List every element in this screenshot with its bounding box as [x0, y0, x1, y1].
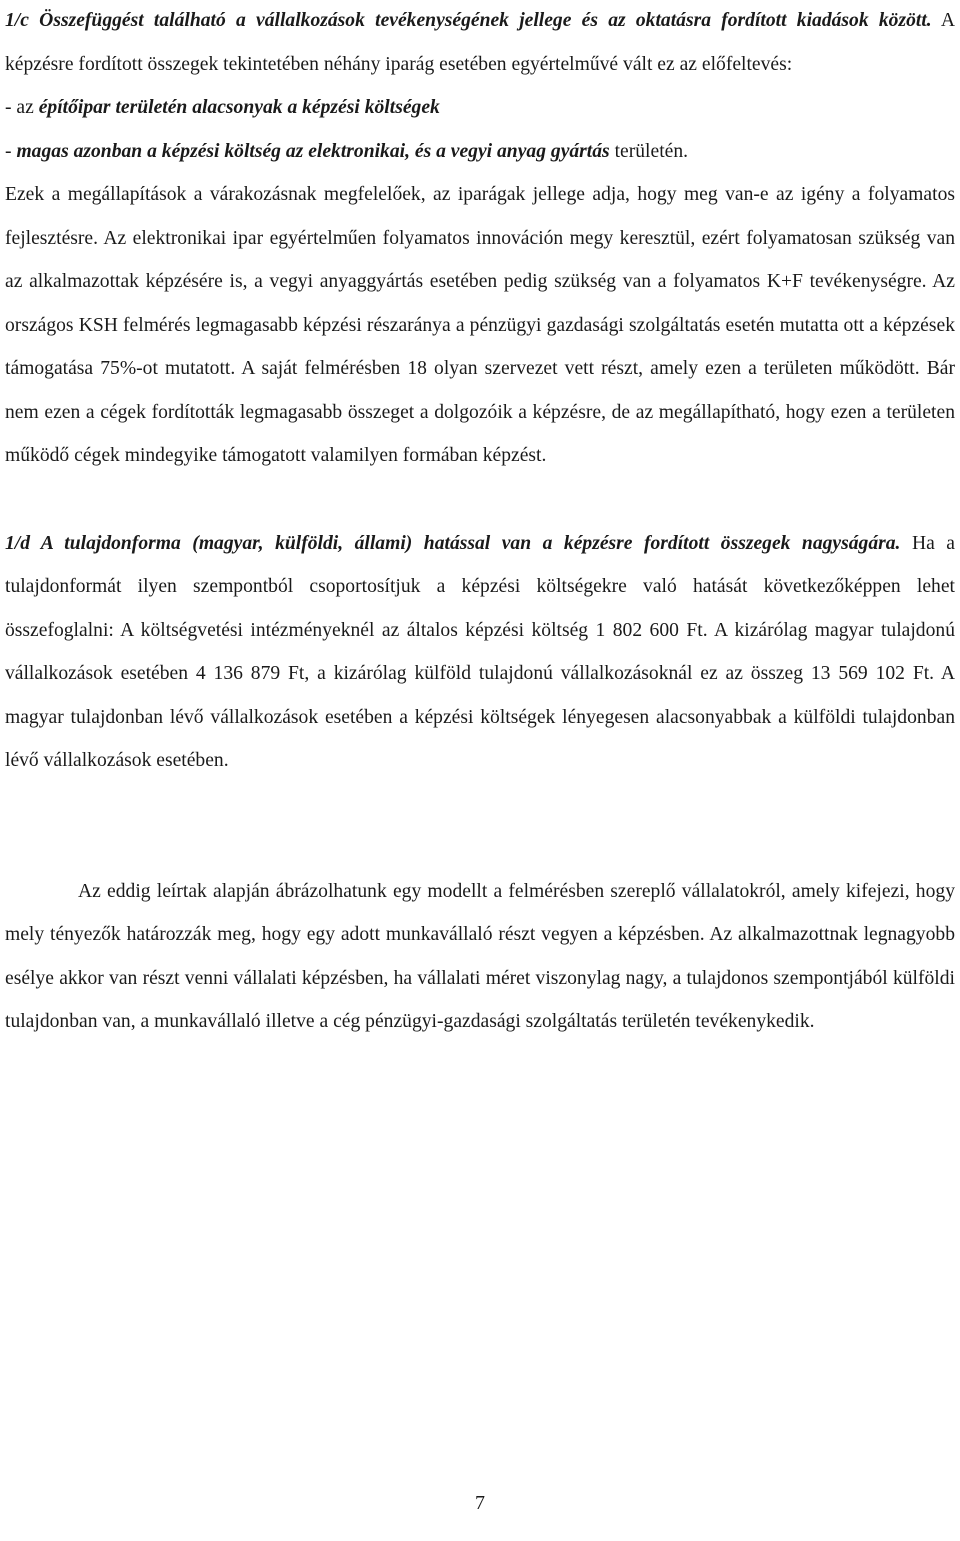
section-1c-intro-paragraph	[5, 0, 955, 86]
section-1d-heading: 1/d A tulajdonforma (magyar, külföldi, állami) hatással van a képzésre fordított összegek nagyságára.	[5, 532, 901, 554]
section-1d-body: Ha a tulajdonformát ilyen szempontból csoportosítjuk a képzési költségekre való hatását következőképpen lehet összefoglalni: A költségvetési intézményeknél az általos képzési költség 1 802 600 Ft. A kizárólag magyar tulajdonú vállalkozások esetében 4 136 879 Ft, a kizárólag külföld tulajdonú vállalkozásoknál ez az összeg 13 569 102 Ft. A magyar tulajdonban lévő vállalkozások esetében a képzési költségek lényegesen alacsonyabbak a külföldi tulajdonban lévő vállalkozások esetében.	[5, 532, 956, 771]
closing-paragraph: Az eddig leírtak alapján ábrázolhatunk egy modellt a felmérésben szereplő vállalatokról, amely kifejezi, hogy mely tényezők határozzák meg, hogy egy adott munkavállaló részt vegyen a képzésben. Az alkalmazottnak legnagyobb esélye akkor van részt venni vállalati képzésben, ha vállalati méret viszonylag nagy, a tulajdonos szempontjából külföldi tulajdonban van, a munkavállaló illetve a cég pénzügyi-gazdasági szolgáltatás területén tevékenykedik.	[5, 880, 955, 1032]
section-1c-heading: 1/c Összefüggést található a vállalkozások tevékenységének jellege és az oktatásra fordított kiadások között.	[5, 10, 932, 31]
section-1d-paragraph	[5, 522, 955, 783]
list-item-electronics-text: magas azonban a képzési költség az elektronikai, és a vegyi anyag gyártás	[16, 140, 610, 162]
document-page	[5, 0, 955, 1044]
list-item-prefix: -	[5, 140, 17, 162]
paragraph-gap	[5, 783, 955, 870]
section-1c-intro: A képzésre fordított összegek tekintetében néhány iparág esetében egyértelművé vált ez az előfeltevés:	[5, 10, 955, 75]
paragraph-gap	[5, 478, 955, 522]
list-item-electronics	[5, 130, 955, 174]
list-item-construction	[5, 86, 955, 130]
page-number: 7	[475, 1492, 485, 1514]
section-1c-body: Ezek a megállapítások a várakozásnak megfelelőek, az iparágak jellege adja, hogy meg van-e az igény a folyamatos fejlesztésre. Az elektronikai ipar egyértelműen folyamatos innováción megy keresztül, ezért folyamatosan szükség van az alkalmazottak képzésére is, a vegyi anyaggyártás esetében pedig szükség van a folyamatos K+F tevékenységre. Az országos KSH felmérés legmagasabb képzési részaránya a pénzügyi gazdasági szolgáltatás esetén mutatta ott a képzések támogatása 75%-ot mutatott. A saját felmérésben 18 olyan szervezet vett részt, amely ezen a területen működött. Bár nem ezen a cégek fordították legmagasabb összeget a dolgozóik a képzésre, de az megállapítható, hogy ezen a területen működő cégek mindegyike támogatott valamilyen formában képzést.	[5, 184, 955, 466]
list-item-prefix: - az	[5, 97, 39, 118]
list-item-electronics-suffix: területén.	[609, 140, 689, 162]
list-item-construction-text: építőipar területén alacsonyak a képzési költségek	[38, 97, 440, 118]
